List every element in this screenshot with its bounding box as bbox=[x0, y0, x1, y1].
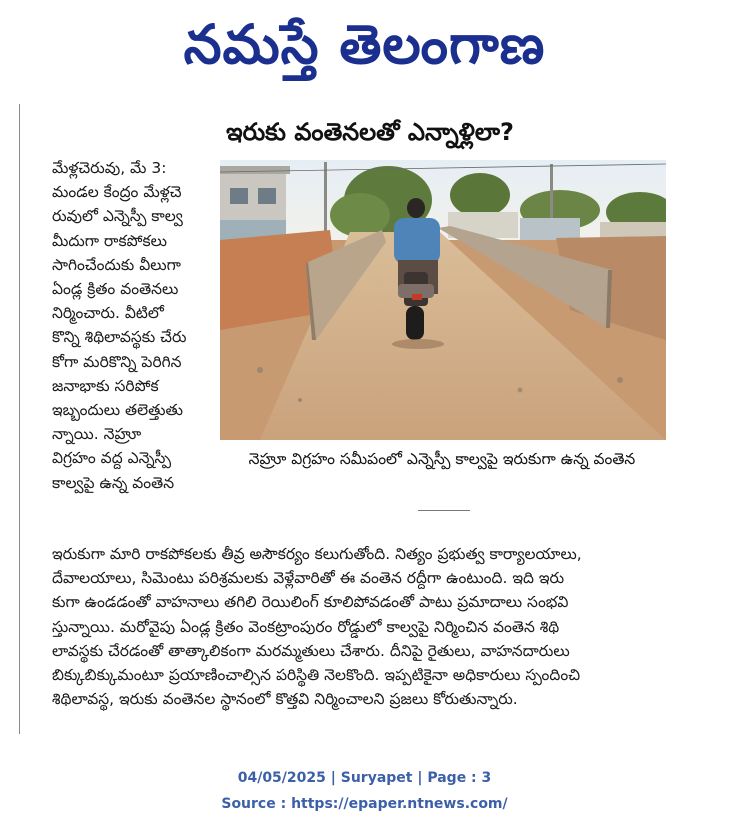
article-line: కాల్వపై ఉన్న వంతెన bbox=[52, 473, 175, 492]
article-line: న్నాయి. నెహ్రూ bbox=[52, 425, 142, 444]
article-line: రువులో ఎన్నెస్పీ కాల్వ bbox=[52, 207, 183, 226]
article-line: స్తున్నాయి. మరోవైపు ఏండ్ల క్రితం వెంకట్రాంపురం రోడ్డులో కాల్వపై నిర్మించిన వంతెన శిథి bbox=[52, 617, 560, 636]
article-line: ఏండ్ల క్రితం వంతెనలు bbox=[52, 280, 179, 299]
bridge-photo bbox=[220, 160, 666, 440]
edition-info: 04/05/2025 | Suryapet | Page : 3 bbox=[237, 770, 492, 786]
article-line: సాగించేందుకు వీలుగా bbox=[52, 255, 181, 274]
caption-divider bbox=[418, 510, 470, 511]
article-line: శిథిలావస్థ, ఇరుకు వంతెనల స్థానంలో కొత్తవి నిర్మించాలని ప్రజలు కోరుతున్నారు. bbox=[52, 690, 518, 709]
article-line: జనాభాకు సరిపోక bbox=[52, 376, 159, 395]
article-line: విగ్రహం వద్ద ఎన్నెస్పీ bbox=[52, 449, 172, 468]
article-line: మీదుగా రాకపోకలు bbox=[52, 231, 167, 250]
article-line: కోగా మరికొన్ని పెరిగిన bbox=[52, 352, 182, 371]
article-headline: ఇరుకు వంతెనలతో ఎన్నాళ్లిలా? bbox=[226, 118, 514, 146]
article-line: లావస్థకు చేరడంతో తాత్కాలికంగా మరమ్మతులు చేశారు. దీనిపై రైతులు, వాహనదారులు bbox=[52, 641, 570, 660]
article-line: ఇబ్బందులు తలెత్తుతు bbox=[52, 401, 183, 420]
article-line: కుగా ఉండడంతో వాహనాలు తగిలి రెయిలింగ్ కూలిపోవడంతో పాటు ప్రమాదాలు సంభవి bbox=[52, 593, 569, 612]
article-line: మండల కేంద్రం మేళ్లచె bbox=[52, 183, 182, 202]
article-line: మేళ్లచెరువు, మే 3: bbox=[52, 159, 167, 177]
photo-caption: నెహ్రూ విగ్రహం సమీపంలో ఎన్నెస్పీ కాల్వపై ఇరుకుగా ఉన్న వంతెన bbox=[248, 450, 636, 468]
column-divider bbox=[19, 104, 20, 734]
article-line: దేవాలయాలు, సిమెంటు పరిశ్రమలకు వెళ్లేవారితో ఈ వంతెన రద్దీగా ఉంటుంది. ఇది ఇరు bbox=[52, 569, 565, 588]
source-link[interactable]: Source : https://epaper.ntnews.com/ bbox=[221, 796, 508, 812]
article-intro-column bbox=[52, 156, 220, 495]
article-body bbox=[52, 542, 664, 711]
newspaper-masthead: నమస్తే తెలంగాణ bbox=[183, 13, 546, 76]
article-line: బిక్కుబిక్కుమంటూ ప్రయాణించాల్సిన పరిస్థితి నెలకొంది. ఇప్పటికైనా అధికారులు స్పందించి bbox=[52, 665, 581, 684]
article-line: కొన్ని శిథిలావస్థకు చేరు bbox=[52, 328, 187, 347]
article-line: ఇరుకుగా మారి రాకపోకలకు తీవ్ర అసౌకర్యం కలుగుతోంది. నిత్యం ప్రభుత్వ కార్యాలయాలు, bbox=[52, 545, 582, 563]
article-line: నిర్మించారు. వీటిలో bbox=[52, 304, 164, 323]
